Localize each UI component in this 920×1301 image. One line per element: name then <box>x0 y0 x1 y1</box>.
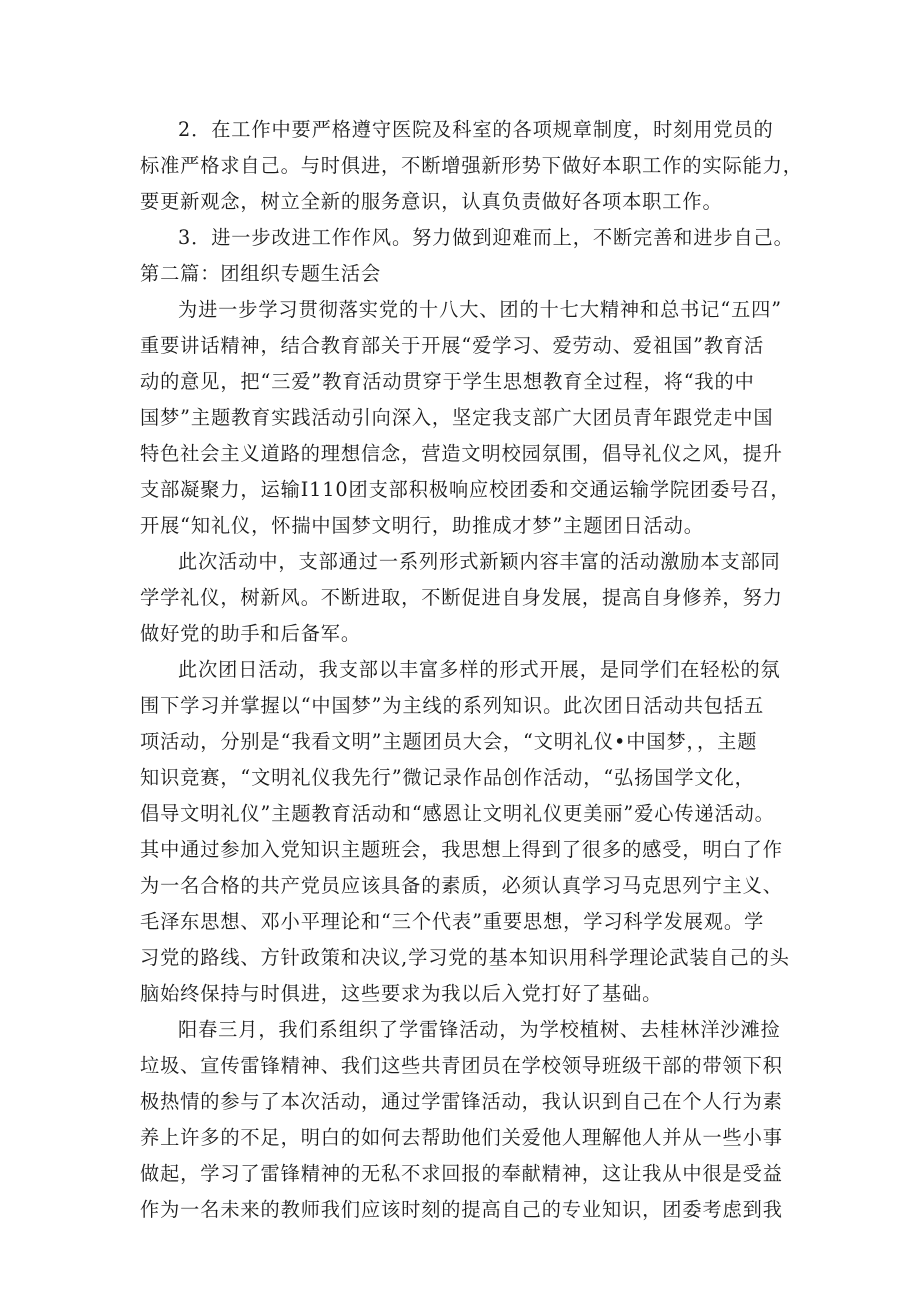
text-line: 知识竞赛，“文明礼仪我先行”微记录作品创作活动，“弘扬国学文化， <box>140 766 755 789</box>
text-line: 倡导文明礼仪”主题教育活动和“感恩让文明礼仪更美丽”爱心传递活动。 <box>140 802 775 825</box>
text-line: 阳春三月，我们系组织了学雷锋活动，为学校植树、去桂林洋沙滩捡 <box>178 1018 781 1041</box>
text-line: 为进一步学习贯彻落实党的十八大、团的十七大精神和总书记“五四” <box>178 298 782 321</box>
text-line: 养上许多的不足，明白的如何去帮助他们关爱他人理解他人并从一些小事 <box>140 1126 783 1149</box>
text-line: 此次团日活动，我支部以丰富多样的形式开展，是同学们在轻松的氛 <box>178 658 781 681</box>
text-line: 此次活动中，支部通过一系列形式新颖内容丰富的活动激励本支部同 <box>178 550 781 573</box>
text-line: 为一名合格的共产党员应该具备的素质，必须认真学习马克思列宁主义、 <box>140 874 783 897</box>
text-line: 开展“知礼仪，怀揣中国梦文明行，助推成才梦”主题团日活动。 <box>140 514 704 537</box>
heading-text: 第二篇：团组织专题生活会 <box>140 262 382 285</box>
text-line: 做好党的助手和后备军。 <box>140 622 361 645</box>
paragraph-lei-feng <box>140 1012 800 1228</box>
text-line: 特色社会主义道路的理想信念，营造文明校园氛围，倡导礼仪之风，提升 <box>140 442 783 465</box>
text-line: 垃圾、宣传雷锋精神、我们这些共青团员在学校领导班级干部的带领下积 <box>140 1054 783 1077</box>
section-heading <box>140 256 800 292</box>
text-line: 国梦”主题教育实践活动引向深入，坚定我支部广大团员青年跟党走中国 <box>140 406 774 429</box>
text-line: 毛泽东思想、邓小平理论和“三个代表”重要思想，学习科学发展观。学 <box>140 910 765 933</box>
text-line: 作为一名未来的教师我们应该时刻的提高自己的专业知识，团委考虑到我 <box>140 1198 783 1221</box>
text-line: 动的意见，把“三爱”教育活动贯穿于学生思想教育全过程，将“我的中 <box>140 370 755 393</box>
document-body <box>140 112 803 1228</box>
text-line: 围下学习并掌握以“中国梦”为主线的系列知识。此次团日活动共包括五 <box>140 694 765 717</box>
text-line: 极热情的参与了本次活动，通过学雷锋活动，我认识到自己在个人行为素 <box>140 1090 783 1113</box>
text-line: 3．进一步改进工作作风。努力做到迎难而上，不断完善和进步自己。 <box>178 226 794 249</box>
text-line: 习党的路线、方针政策和决议,学习党的基本知识用科学理论武装自己的头 <box>140 946 790 969</box>
paragraph-team-day <box>140 652 800 1012</box>
text-line: 要更新观念，树立全新的服务意识，认真负责做好各项本职工作。 <box>140 190 723 213</box>
text-line: 2．在工作中要严格遵守医院及科室的各项规章制度，时刻用党员的 <box>178 118 774 141</box>
text-line: 其中通过参加入党知识主题班会，我思想上得到了很多的感受，明白了作 <box>140 838 783 861</box>
text-line: 做起，学习了雷锋精神的无私不求回报的奉献精神，这让我从中很是受益 <box>140 1162 783 1185</box>
paragraph-intro <box>140 292 800 544</box>
text-line: 脑始终保持与时俱进，这些要求为我以后入党打好了基础。 <box>140 982 663 1005</box>
text-line: 支部凝聚力，运输I110团支部积极响应校团委和交通运输学院团委号召， <box>140 478 791 501</box>
text-line: 标准严格求自己。与时俱进，不断增强新形势下做好本职工作的实际能力， <box>140 154 803 177</box>
paragraph-activity <box>140 544 800 652</box>
text-line: 学学礼仪，树新风。不断进取，不断促进自身发展，提高自身修养，努力 <box>140 586 783 609</box>
paragraph-item-2 <box>140 112 803 220</box>
paragraph-item-3 <box>140 220 800 256</box>
text-line: 项活动，分别是“我看文明”主题团员大会，“文明礼仪•中国梦，，主题 <box>140 730 758 753</box>
text-line: 重要讲话精神，结合教育部关于开展“爱学习、爱劳动、爱祖国”教育活 <box>140 334 765 357</box>
